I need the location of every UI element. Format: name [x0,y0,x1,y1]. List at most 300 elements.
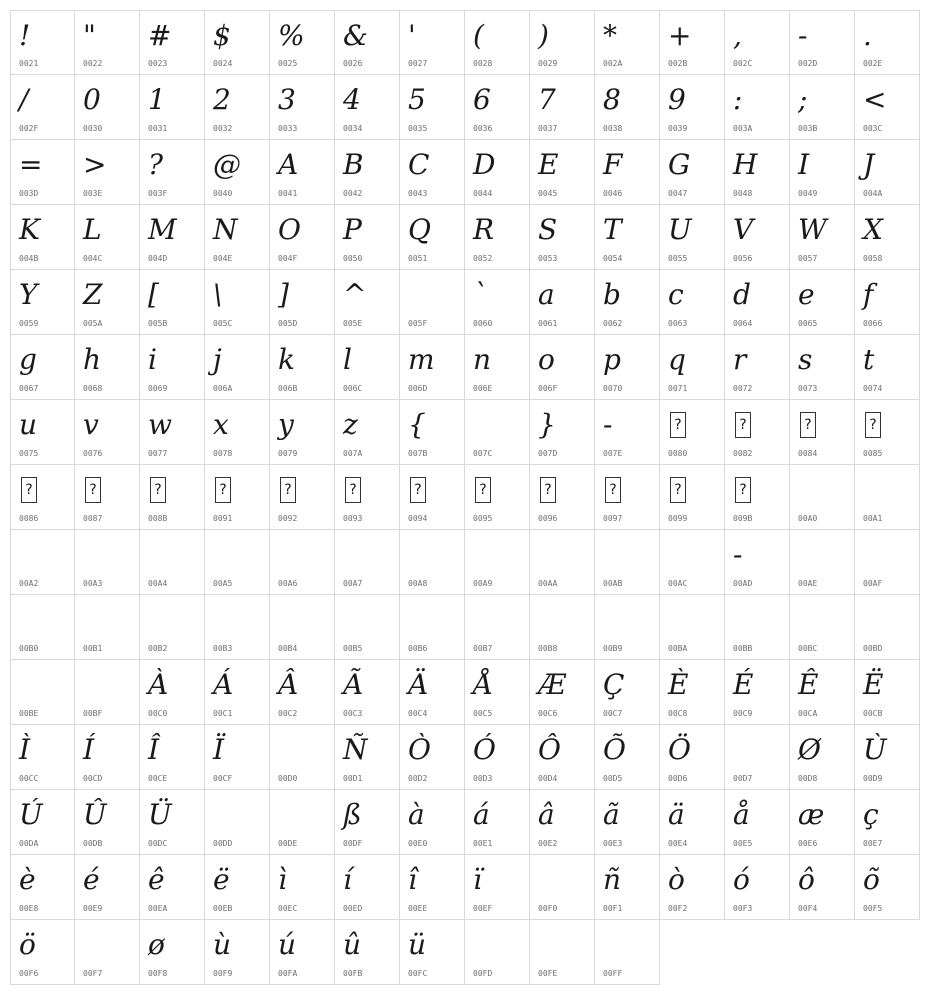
glyph-cell [10,400,75,465]
glyph-cell [530,660,595,725]
glyph-sample: ø [148,928,165,961]
glyph-cell [140,725,205,790]
glyph-cell [10,920,75,985]
codepoint-label: 00AE [798,579,818,588]
glyph-sample: V [733,213,754,246]
codepoint-label: 00BD [863,644,883,653]
glyph-sample: $ [213,19,231,52]
glyph-cell [75,725,140,790]
glyph-cell [530,75,595,140]
codepoint-label: 004F [278,254,298,263]
missing-glyph-box: ? [215,477,231,503]
glyph-cell [465,270,530,335]
glyph-cell [595,400,660,465]
glyph-cell [400,400,465,465]
glyph-cell [400,790,465,855]
glyph-cell [595,595,660,660]
codepoint-label: 0054 [603,254,623,263]
codepoint-label: 00F1 [603,904,623,913]
glyph-cell [140,595,205,660]
codepoint-label: 002A [603,59,623,68]
glyph-cell [855,855,920,920]
glyph-sample: # [148,19,172,52]
missing-glyph-box: ? [345,477,361,503]
codepoint-label: 0032 [213,124,233,133]
codepoint-label: 0048 [733,189,753,198]
codepoint-label: 00C7 [603,709,623,718]
glyph-sample: Û [83,798,107,831]
codepoint-label: 00D1 [343,774,363,783]
glyph-cell [140,400,205,465]
glyph-cell [270,530,335,595]
glyph-cell [595,75,660,140]
glyph-sample: G [668,148,691,181]
codepoint-label: 00E7 [863,839,883,848]
glyph-cell [530,920,595,985]
glyph-sample: W [798,213,827,246]
glyph-cell [205,10,270,75]
glyph-cell [855,10,920,75]
glyph-sample: B [343,148,364,181]
glyph-cell [205,465,270,530]
glyph-sample: x [213,408,229,441]
glyph-cell [75,400,140,465]
glyph-sample: S [538,213,558,246]
glyph-cell [855,660,920,725]
codepoint-label: 00D2 [408,774,428,783]
glyph-cell [595,465,660,530]
glyph-sample: l [343,343,352,376]
glyph-sample: c [668,278,684,311]
glyph-sample: 7 [538,83,556,116]
codepoint-label: 005F [408,319,428,328]
glyph-cell [75,920,140,985]
glyph-cell [400,855,465,920]
glyph-cell [205,270,270,335]
glyph-sample: Ã [343,668,364,701]
glyph-cell [725,270,790,335]
codepoint-label: 00DD [213,839,233,848]
glyph-cell [595,10,660,75]
missing-glyph-box: ? [670,412,686,438]
glyph-cell [205,530,270,595]
codepoint-label: 0033 [278,124,298,133]
glyph-sample: 8 [603,83,621,116]
codepoint-label: 005D [278,319,298,328]
glyph-cell [335,920,400,985]
codepoint-label: 0060 [473,319,493,328]
glyph-sample: ú [278,928,297,961]
glyph-cell [335,10,400,75]
glyph-sample: 4 [343,83,361,116]
codepoint-label: 0086 [19,514,39,523]
codepoint-label: 0035 [408,124,428,133]
glyph-sample: ë [213,863,230,896]
codepoint-label: 00F4 [798,904,818,913]
codepoint-label: 009B [733,514,753,523]
glyph-cell [465,140,530,205]
missing-glyph-box: ? [605,477,621,503]
glyph-cell [270,270,335,335]
glyph-sample: - [733,538,743,571]
glyph-cell [855,465,920,530]
glyph-sample: Æ [538,668,567,701]
glyph-sample: ö [19,928,36,961]
glyph-sample: Ï [213,733,225,766]
glyph-cell [400,140,465,205]
codepoint-label: 0070 [603,384,623,393]
codepoint-label: 002B [668,59,688,68]
glyph-sample: + [668,19,692,52]
codepoint-label: 00AF [863,579,883,588]
glyph-cell [465,595,530,660]
codepoint-label: 004A [863,189,883,198]
codepoint-label: 0095 [473,514,493,523]
codepoint-label: 00D9 [863,774,883,783]
codepoint-label: 00EF [473,904,493,913]
codepoint-label: 0094 [408,514,428,523]
codepoint-label: 002F [19,124,39,133]
glyph-sample: Y [19,278,38,311]
codepoint-label: 0034 [343,124,363,133]
glyph-cell [140,205,205,270]
codepoint-label: 00CC [19,774,39,783]
glyph-cell [75,595,140,660]
glyph-cell [335,790,400,855]
missing-glyph-box: ? [670,477,686,503]
codepoint-label: 0078 [213,449,233,458]
codepoint-label: 00BB [733,644,753,653]
glyph-cell [725,855,790,920]
codepoint-label: 008B [148,514,168,523]
codepoint-label: 00C1 [213,709,233,718]
glyph-sample: O [278,213,301,246]
glyph-sample: Â [278,668,299,701]
glyph-cell [140,790,205,855]
glyph-sample: ì [278,863,287,896]
codepoint-label: 00E9 [83,904,103,913]
glyph-cell [270,75,335,140]
codepoint-label: 0023 [148,59,168,68]
glyph-sample: > [83,148,107,181]
missing-glyph-box: ? [800,412,816,438]
codepoint-label: 00EB [213,904,233,913]
codepoint-label: 00B4 [278,644,298,653]
codepoint-label: 00B2 [148,644,168,653]
codepoint-label: 004D [148,254,168,263]
glyph-sample: . [863,19,872,52]
glyph-sample: - [798,19,808,52]
glyph-cell [660,790,725,855]
glyph-cell [205,75,270,140]
codepoint-label: 00FD [473,969,493,978]
glyph-sample: Õ [603,733,626,766]
glyph-cell [10,205,75,270]
glyph-sample: < [863,83,887,116]
codepoint-label: 00A0 [798,514,818,523]
codepoint-label: 0046 [603,189,623,198]
glyph-sample: E [538,148,559,181]
glyph-cell [790,205,855,270]
glyph-sample: o [538,343,555,376]
glyph-cell [725,75,790,140]
codepoint-label: 00B5 [343,644,363,653]
codepoint-label: 00BF [83,709,103,718]
codepoint-label: 00E3 [603,839,623,848]
codepoint-label: 00EE [408,904,428,913]
codepoint-label: 0066 [863,319,883,328]
glyph-cell [205,140,270,205]
glyph-cell [465,10,530,75]
glyph-cell [10,595,75,660]
glyph-sample: ù [213,928,232,961]
codepoint-label: 00D3 [473,774,493,783]
glyph-cell [855,725,920,790]
glyph-sample: Ú [19,798,43,831]
codepoint-label: 0085 [863,449,883,458]
glyph-cell [595,270,660,335]
glyph-cell [530,855,595,920]
glyph-sample: f [863,278,874,311]
codepoint-label: 00A7 [343,579,363,588]
glyph-cell [270,660,335,725]
glyph-cell [10,660,75,725]
glyph-sample: ; [798,83,808,116]
glyph-sample: j [213,343,222,376]
glyph-sample: X [863,213,883,246]
glyph-sample: à [408,798,425,831]
codepoint-label: 0064 [733,319,753,328]
codepoint-label: 0091 [213,514,233,523]
glyph-cell [855,595,920,660]
glyph-cell [270,465,335,530]
glyph-cell [75,270,140,335]
glyph-sample: : [733,83,743,116]
codepoint-label: 0022 [83,59,103,68]
glyph-cell [400,465,465,530]
codepoint-label: 0028 [473,59,493,68]
codepoint-label: 0041 [278,189,298,198]
glyph-cell [75,790,140,855]
codepoint-label: 00DA [19,839,39,848]
codepoint-label: 00C9 [733,709,753,718]
glyph-cell [790,400,855,465]
codepoint-label: 00D0 [278,774,298,783]
codepoint-label: 0031 [148,124,168,133]
glyph-sample: Ò [408,733,431,766]
glyph-cell [855,790,920,855]
glyph-cell [855,335,920,400]
codepoint-label: 00F7 [83,969,103,978]
codepoint-label: 00A6 [278,579,298,588]
glyph-sample: õ [863,863,880,896]
codepoint-label: 0084 [798,449,818,458]
glyph-sample: å [733,798,750,831]
codepoint-label: 00A2 [19,579,39,588]
codepoint-label: 00CE [148,774,168,783]
glyph-sample: A [278,148,299,181]
glyph-cell [335,660,400,725]
codepoint-label: 007B [408,449,428,458]
glyph-cell [855,270,920,335]
codepoint-label: 00DB [83,839,103,848]
glyph-cell [400,660,465,725]
glyph-sample: Í [83,733,95,766]
codepoint-label: 003A [733,124,753,133]
glyph-cell [270,595,335,660]
codepoint-label: 0096 [538,514,558,523]
glyph-cell [400,725,465,790]
glyph-sample: s [798,343,813,376]
glyph-sample: Î [148,733,160,766]
glyph-sample: { [408,408,426,441]
glyph-cell [530,595,595,660]
codepoint-label: 00C5 [473,709,493,718]
missing-glyph-box: ? [410,477,426,503]
glyph-sample: L [83,213,102,246]
missing-glyph-box: ? [475,477,491,503]
glyph-cell [465,855,530,920]
codepoint-label: 0040 [213,189,233,198]
glyph-cell [725,400,790,465]
glyph-cell [725,205,790,270]
glyph-cell [140,855,205,920]
glyph-cell [205,725,270,790]
glyph-sample: Ì [19,733,31,766]
glyph-sample: 0 [83,83,101,116]
codepoint-label: 00E5 [733,839,753,848]
codepoint-label: 0069 [148,384,168,393]
codepoint-label: 0056 [733,254,753,263]
glyph-sample: é [83,863,100,896]
glyph-sample: Q [408,213,431,246]
glyph-cell [270,855,335,920]
missing-glyph-box: ? [540,477,556,503]
codepoint-label: 0062 [603,319,623,328]
glyph-cell [465,725,530,790]
codepoint-label: 00CA [798,709,818,718]
glyph-cell [140,10,205,75]
glyph-sample: i [148,343,157,376]
glyph-sample: * [603,19,617,52]
missing-glyph-box: ? [865,412,881,438]
codepoint-label: 00B0 [19,644,39,653]
codepoint-label: 00F0 [538,904,558,913]
codepoint-label: 003E [83,189,103,198]
glyph-cell [530,10,595,75]
glyph-cell [140,270,205,335]
codepoint-label: 0025 [278,59,298,68]
glyph-cell [725,660,790,725]
codepoint-label: 00E2 [538,839,558,848]
glyph-cell [140,140,205,205]
codepoint-label: 0074 [863,384,883,393]
glyph-sample: Ñ [343,733,368,766]
glyph-cell [595,140,660,205]
glyph-cell [270,790,335,855]
glyph-cell [75,205,140,270]
codepoint-label: 00A5 [213,579,233,588]
codepoint-label: 0045 [538,189,558,198]
codepoint-label: 0030 [83,124,103,133]
missing-glyph-box: ? [735,477,751,503]
glyph-cell [205,855,270,920]
glyph-sample: 1 [148,83,166,116]
codepoint-label: 0071 [668,384,688,393]
glyph-cell [400,10,465,75]
glyph-cell [465,400,530,465]
codepoint-label: 00EA [148,904,168,913]
codepoint-label: 0029 [538,59,558,68]
glyph-cell [75,855,140,920]
glyph-sample: Å [473,668,494,701]
glyph-cell [465,790,530,855]
glyph-cell [465,205,530,270]
glyph-cell [595,205,660,270]
codepoint-label: 002E [863,59,883,68]
glyph-sample: â [538,798,555,831]
codepoint-label: 00B1 [83,644,103,653]
glyph-cell [790,530,855,595]
glyph-cell [10,465,75,530]
glyph-sample: @ [213,148,241,181]
glyph-cell [270,140,335,205]
glyph-sample: ñ [603,863,622,896]
glyph-sample: ( [473,19,484,52]
codepoint-label: 002C [733,59,753,68]
codepoint-label: 00E4 [668,839,688,848]
glyph-sample: N [213,213,238,246]
glyph-cell [400,530,465,595]
glyph-sample: n [473,343,492,376]
glyph-sample: ï [473,863,482,896]
glyph-cell [530,270,595,335]
glyph-cell [725,790,790,855]
codepoint-label: 00EC [278,904,298,913]
glyph-cell [660,660,725,725]
codepoint-label: 00F5 [863,904,883,913]
codepoint-label: 006D [408,384,428,393]
missing-glyph-box: ? [21,477,37,503]
glyph-grid [10,10,920,985]
codepoint-label: 007C [473,449,493,458]
glyph-cell [335,725,400,790]
glyph-cell [465,660,530,725]
glyph-sample: h [83,343,102,376]
codepoint-label: 00DF [343,839,363,848]
glyph-sample: Ç [603,668,625,701]
glyph-cell [10,530,75,595]
glyph-cell [335,205,400,270]
glyph-cell [205,920,270,985]
codepoint-label: 0099 [668,514,688,523]
glyph-sample: r [733,343,747,376]
glyph-cell [660,725,725,790]
glyph-sample: w [148,408,172,441]
glyph-sample: û [343,928,362,961]
codepoint-label: 007D [538,449,558,458]
codepoint-label: 00A9 [473,579,493,588]
glyph-cell [140,660,205,725]
missing-glyph-box: ? [735,412,751,438]
codepoint-label: 005A [83,319,103,328]
codepoint-label: 00E1 [473,839,493,848]
glyph-sample: ê [148,863,165,896]
codepoint-label: 0052 [473,254,493,263]
glyph-cell [530,335,595,400]
codepoint-label: 00E0 [408,839,428,848]
missing-glyph-box: ? [280,477,296,503]
